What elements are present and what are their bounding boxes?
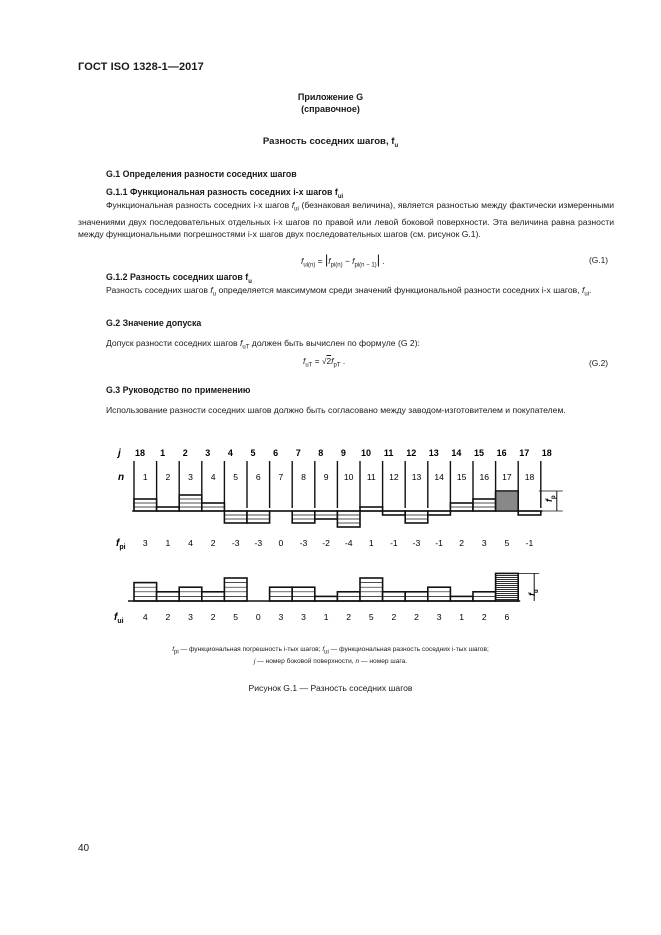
- fpi-bar-12: [405, 511, 428, 523]
- fpi-value-7: -3: [299, 538, 308, 548]
- fui-bar-2: [179, 587, 202, 601]
- fui-value-9: 2: [346, 612, 352, 622]
- j-value-18: 18: [541, 448, 552, 458]
- n-value-1: 2: [165, 472, 171, 482]
- fpi-bar-7: [292, 511, 315, 523]
- section-g1-title: G.1 Определения разности соседних шагов: [106, 169, 297, 179]
- n-value-8: 9: [323, 472, 329, 482]
- equation-g2-number: (G.2): [589, 358, 609, 368]
- fpi-bar-4: [224, 511, 247, 523]
- equation-g2: $f_{uT} = √2f_{pT}$ .: [303, 356, 346, 369]
- n-value-12: 13: [411, 472, 422, 482]
- fui-value-3: 2: [210, 612, 216, 622]
- fui-bar-13: [428, 587, 451, 601]
- j-value-14: 14: [451, 448, 462, 458]
- n-value-0: 1: [142, 472, 148, 482]
- j-value-4: 4: [227, 448, 233, 458]
- n-axis-label: n: [118, 472, 125, 483]
- j-value-8: 8: [318, 448, 324, 458]
- fui-value-14: 1: [459, 612, 465, 622]
- fui-bar-7: [292, 587, 315, 601]
- paragraph-g2: Допуск разности соседних шагов $f_{uT}$ должен быть вычислен по формуле (G 2):: [106, 338, 420, 351]
- section-g2-title: G.2 Значение допуска: [106, 318, 202, 328]
- document-code: ГОСТ ISO 1328-1—2017: [78, 61, 204, 73]
- equation-g1-number: (G.1): [589, 255, 609, 265]
- j-value-6: 6: [273, 448, 279, 458]
- j-value-15: 15: [473, 448, 485, 458]
- fpi-value-17: -1: [525, 538, 534, 548]
- fpi-axis-label: $f_{pi}$: [116, 538, 126, 551]
- fui-value-11: 2: [391, 612, 397, 622]
- fpi-bar-15: [473, 499, 496, 511]
- fui-bar-6: [270, 587, 293, 601]
- annex-title: Приложение G: [297, 92, 364, 102]
- fpi-value-5: -3: [254, 538, 263, 548]
- fui-value-8: 1: [323, 612, 329, 622]
- fui-value-4: 5: [233, 612, 239, 622]
- n-value-11: 12: [389, 472, 399, 482]
- fpi-value-13: -1: [435, 538, 443, 548]
- paragraph-g11: Функциональная разность соседних i-х шагов $f_{ui}$ (безнаковая величина), является разностью между фактически измеренными значениями двух последовательных отдельных i-х шагов по правой или левой боковой поверхности. Эта величина равна разности между функциональными погрешностями i-х шагов двух последовательных шагов (см. рисунок G.1).: [78, 200, 615, 240]
- fui-value-10: 5: [368, 612, 374, 622]
- j-axis-label: j: [118, 448, 121, 459]
- section-g3-title: G.3 Руководство по применению: [106, 385, 251, 395]
- paragraph-g3: Использование разности соседних шагов должно быть согласовано между заводом-изготовителем и покупателем.: [106, 405, 566, 415]
- fu-dimension-label: $f_u$: [527, 589, 540, 596]
- n-value-4: 5: [233, 472, 239, 482]
- equation-g1: $f_{ui(n)} = |f_{pi(n)} - f_{pi(n - 1)}|$ .: [301, 252, 385, 269]
- j-value-0: 18: [134, 448, 146, 458]
- fui-value-1: 2: [165, 612, 171, 622]
- j-value-11: 11: [383, 448, 394, 458]
- figure-top-diagram: [132, 448, 563, 548]
- j-value-10: 10: [360, 448, 372, 458]
- fpi-value-14: 2: [459, 538, 465, 548]
- figure-legend-line2: j — номер боковой поверхности, n — номер шага.: [253, 658, 408, 665]
- j-value-9: 9: [340, 448, 346, 458]
- section-g11-title: G.1.1 Функциональная разность соседних i-х шагов $f_{ui}$: [106, 187, 344, 200]
- fui-value-2: 3: [188, 612, 193, 622]
- j-value-1: 1: [160, 448, 166, 458]
- fui-value-13: 3: [436, 612, 442, 622]
- fui-value-16: 6: [504, 612, 510, 622]
- j-value-12: 12: [406, 448, 417, 458]
- n-value-3: 4: [210, 472, 216, 482]
- fpi-value-9: -4: [344, 538, 353, 548]
- page-number: 40: [78, 843, 90, 854]
- annex-heading: Разность соседних шагов, $f_u$: [262, 136, 399, 149]
- fui-value-7: 3: [301, 612, 306, 622]
- fui-bar-4: [224, 578, 247, 601]
- fpi-value-4: -3: [231, 538, 240, 548]
- fpi-value-3: 2: [210, 538, 216, 548]
- fp-dimension-label: $f_p$: [544, 495, 557, 502]
- n-value-15: 16: [479, 472, 490, 482]
- n-value-10: 11: [366, 472, 376, 482]
- figure-caption: Рисунок G.1 — Разность соседних шагов: [248, 683, 413, 693]
- n-value-6: 7: [278, 472, 284, 482]
- fpi-value-6: 0: [278, 538, 284, 548]
- j-value-2: 2: [182, 448, 188, 458]
- fpi-value-15: 3: [481, 538, 487, 548]
- fui-value-0: 4: [142, 612, 148, 622]
- fui-value-6: 3: [278, 612, 284, 622]
- n-value-9: 10: [343, 472, 354, 482]
- fpi-value-8: -2: [322, 538, 330, 548]
- fpi-value-2: 4: [188, 538, 193, 548]
- fpi-value-11: -1: [390, 538, 398, 548]
- j-value-7: 7: [295, 448, 301, 458]
- fpi-bar-5: [247, 511, 270, 523]
- fui-value-12: 2: [414, 612, 419, 622]
- n-value-2: 3: [188, 472, 193, 482]
- fui-value-15: 2: [481, 612, 487, 622]
- section-g12-title: G.1.2 Разность соседних шагов $f_u$: [106, 272, 252, 285]
- n-value-7: 8: [301, 472, 306, 482]
- fpi-value-0: 3: [142, 538, 148, 548]
- fui-bar-10: [360, 578, 383, 601]
- fpi-bar-0: [134, 499, 157, 511]
- fui-value-5: 0: [255, 612, 261, 622]
- n-value-5: 6: [255, 472, 261, 482]
- j-value-3: 3: [205, 448, 211, 458]
- figure-legend-line1: $f_{pi}$ — функциональная погрешность i-тых шагов; $f_{ui}$ — функциональная разность соседних i-тых шагов;: [172, 646, 489, 656]
- n-value-13: 14: [434, 472, 444, 482]
- n-value-14: 15: [456, 472, 467, 482]
- fui-axis-label: $f_{ui}$: [114, 612, 124, 625]
- j-value-17: 17: [519, 448, 530, 458]
- j-value-16: 16: [496, 448, 507, 458]
- fpi-value-16: 5: [504, 538, 510, 548]
- paragraph-g12: Разность соседних шагов $f_u$ определяется максимумом среди значений функциональной разности соседних i-х шагов, $f_{ui}$.: [106, 285, 592, 298]
- fpi-value-12: -3: [412, 538, 421, 548]
- j-value-13: 13: [428, 448, 439, 458]
- annex-subtitle: (справочное): [301, 104, 360, 114]
- j-value-5: 5: [250, 448, 256, 458]
- n-value-16: 17: [502, 472, 512, 482]
- fpi-value-1: 1: [165, 538, 171, 548]
- fpi-value-10: 1: [368, 538, 374, 548]
- figure-bottom-diagram: [128, 573, 539, 622]
- n-value-17: 18: [524, 472, 535, 482]
